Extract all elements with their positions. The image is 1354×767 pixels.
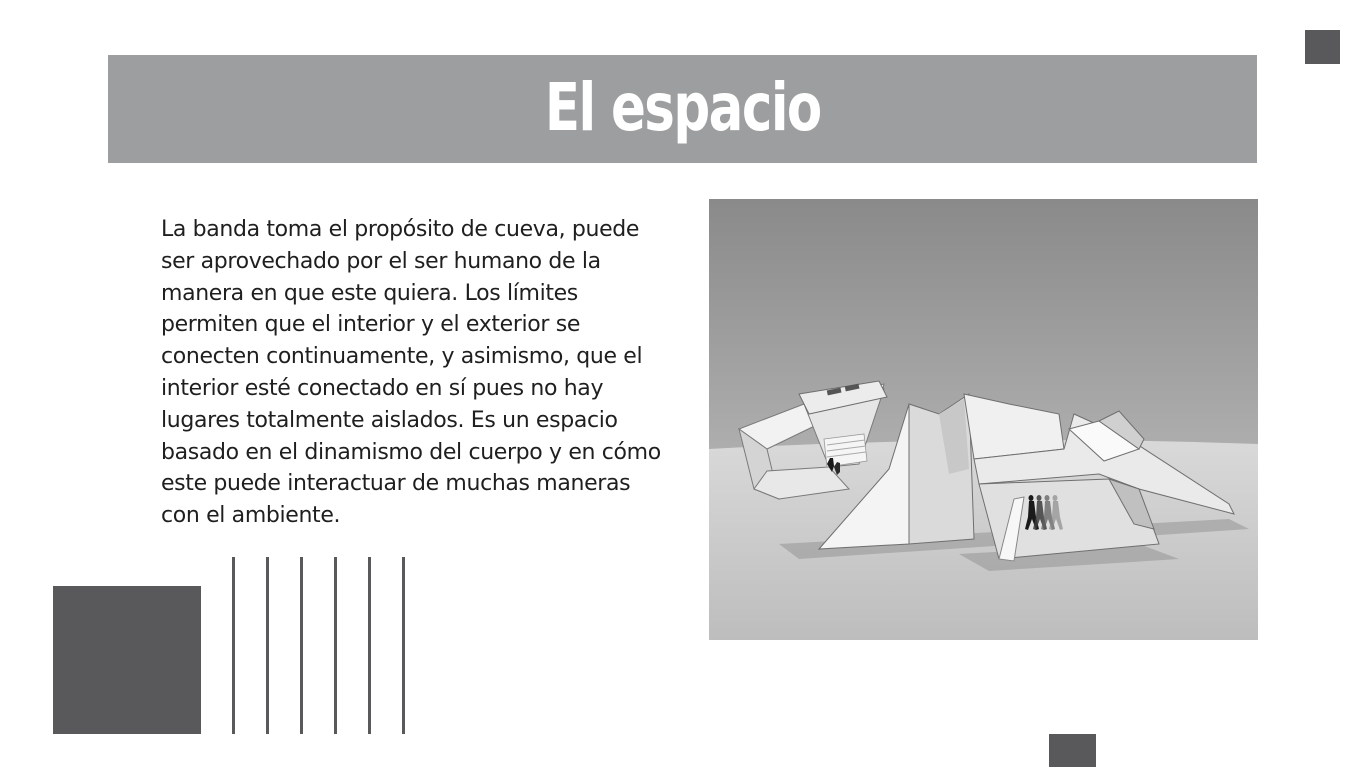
decorative-square-bottom-left bbox=[53, 586, 201, 734]
architectural-model-photo bbox=[709, 199, 1258, 640]
decorative-stripe bbox=[266, 557, 269, 734]
decorative-stripe bbox=[402, 557, 405, 734]
slide-title: El espacio bbox=[544, 69, 821, 146]
decorative-square-bottom bbox=[1049, 734, 1096, 767]
slide-body-text: La banda toma el propósito de cueva, puede ser aprovechado por el ser humano de la manera en que este quiera. Los límites permiten que el interior y el exterior se conecten continuamente, y asimismo, que el interior esté conectado en sí pues no hay lugares totalmente aislados. Es un espacio basado en el dinamismo del cuerpo y en cómo este puede interactuar de muchas maneras con el ambiente. bbox=[161, 217, 661, 529]
decorative-stripe bbox=[232, 557, 235, 734]
title-band bbox=[108, 55, 1257, 163]
decorative-stripe bbox=[334, 557, 337, 734]
decorative-square-top-right bbox=[1305, 30, 1340, 64]
decorative-stripe bbox=[368, 557, 371, 734]
decorative-stripe bbox=[300, 557, 303, 734]
